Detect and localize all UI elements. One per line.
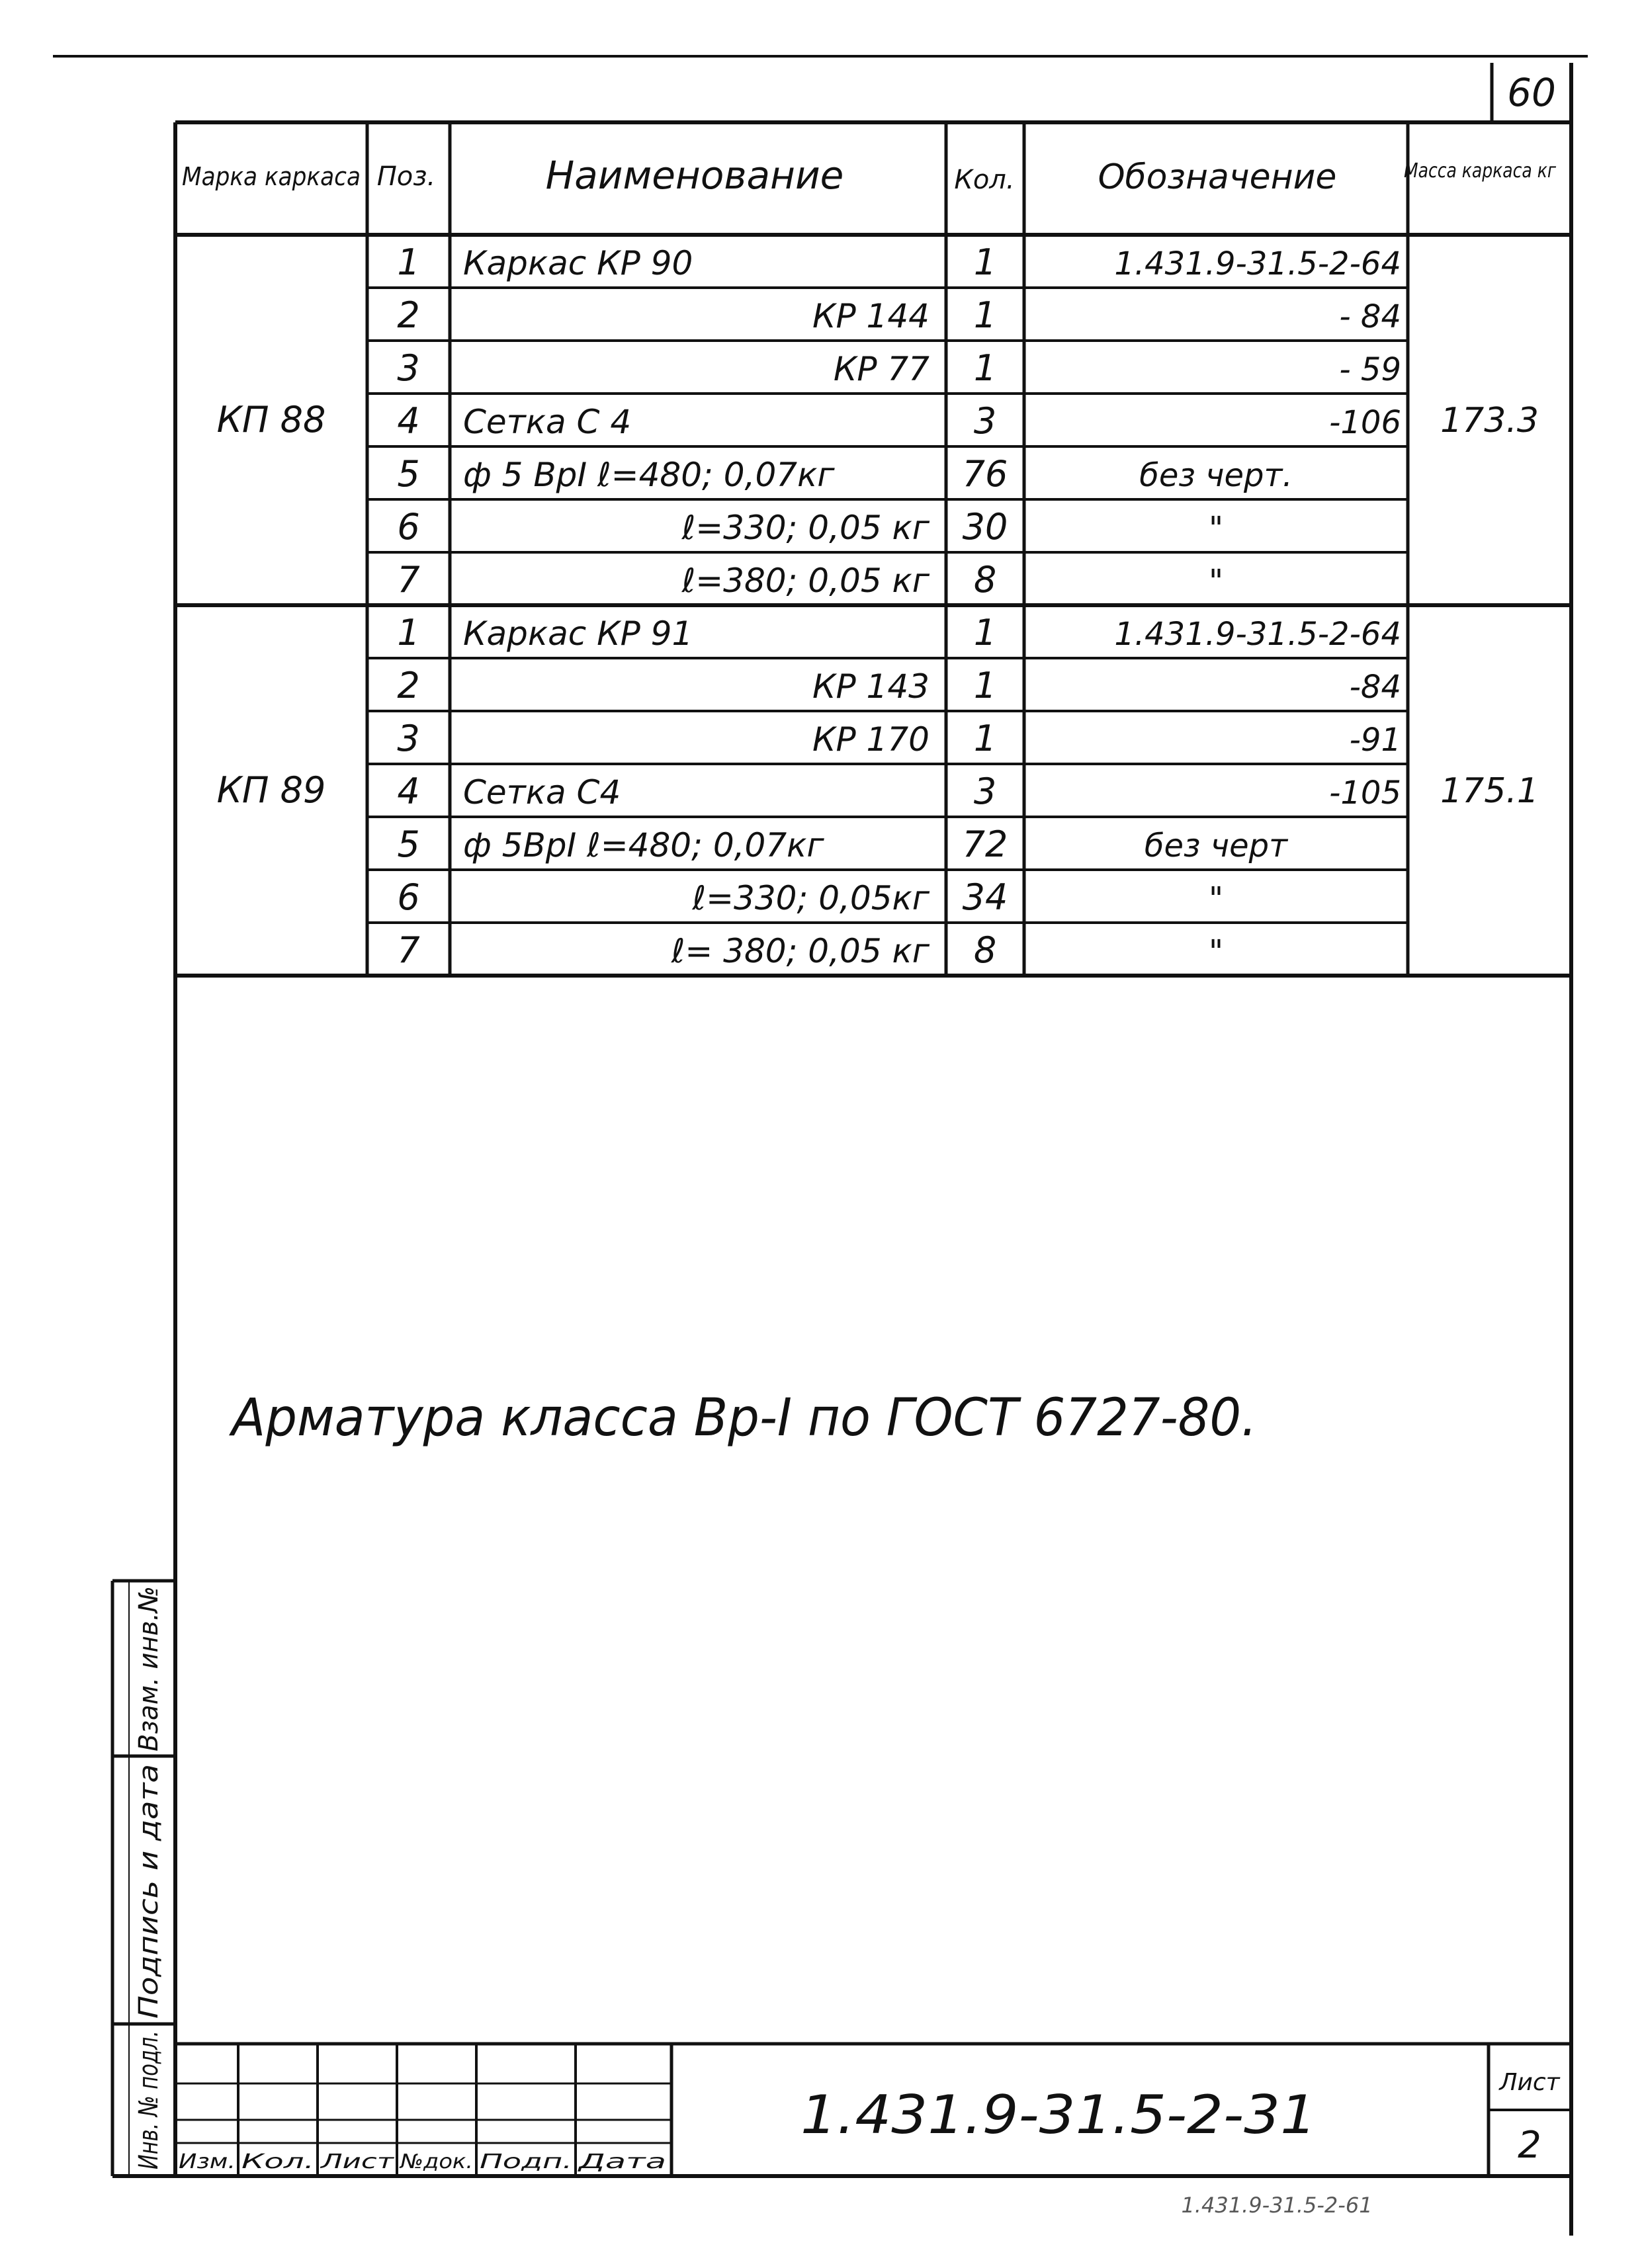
cell-name: КР 144 [812, 297, 930, 335]
sheet-number-top: 60 [1507, 70, 1556, 115]
cell-qty: 1 [973, 294, 997, 336]
document-code: 1.431.9-31.5-2-31 [800, 2084, 1317, 2146]
cell-name: ℓ= 380; 0,05 кг [671, 932, 930, 970]
cell-designation: 1.431.9-31.5-2-64 [1114, 616, 1401, 653]
cell-name: ф 5ВрI ℓ=480; 0,07кг [463, 826, 824, 864]
cell-designation: -105 [1329, 775, 1401, 812]
cell-designation: -84 [1349, 669, 1401, 706]
cell-pos: 4 [397, 771, 420, 812]
cell-designation: " [1208, 933, 1224, 970]
cell-name: ℓ=330; 0,05кг [692, 879, 930, 917]
cell-designation: -91 [1349, 722, 1401, 759]
cell-designation: 1.431.9-31.5-2-64 [1114, 245, 1401, 282]
cell-name: ℓ=330; 0,05 кг [681, 509, 930, 547]
cell-name: Каркас КР 90 [463, 244, 693, 282]
cell-pos: 3 [397, 718, 420, 759]
title-sheet-label: Лист [1499, 2069, 1560, 2096]
cell-qty: 8 [973, 929, 997, 971]
header-pos: Поз. [376, 161, 436, 192]
cell-name: Сетка С 4 [463, 403, 632, 441]
footer-stamp: 1.431.9-31.5-2-61 [1181, 2193, 1373, 2218]
cell-pos: 6 [397, 506, 420, 548]
cell-pos: 6 [397, 876, 420, 918]
cell-pos: 1 [397, 612, 420, 653]
cell-name: Каркас КР 91 [463, 614, 693, 653]
cell-qty: 30 [962, 506, 1008, 548]
cell-name: КР 77 [833, 350, 930, 388]
cell-designation: " [1208, 563, 1224, 600]
title-sheet-number: 2 [1518, 2124, 1541, 2167]
header-qty: Кол. [954, 165, 1015, 195]
cell-name: ℓ=380; 0,05 кг [681, 562, 930, 600]
cell-pos: 7 [397, 559, 420, 601]
cell-mark: КП 88 [216, 399, 326, 441]
cell-pos: 7 [397, 929, 420, 971]
cell-pos: 4 [397, 400, 420, 442]
header-designation: Обозначение [1098, 157, 1337, 197]
cell-designation: - 84 [1339, 298, 1401, 335]
cell-designation: " [1208, 880, 1224, 917]
title-label-sheet: Лист [320, 2150, 396, 2173]
cell-qty: 1 [973, 612, 997, 653]
cell-qty: 3 [973, 400, 997, 442]
cell-qty: 8 [973, 559, 997, 601]
cell-pos: 2 [397, 665, 420, 706]
cell-name: Сетка С4 [463, 773, 621, 812]
cell-qty: 1 [973, 241, 997, 283]
cell-name: КР 170 [812, 720, 930, 759]
cell-designation: -106 [1329, 404, 1401, 441]
cell-pos: 5 [397, 823, 420, 865]
cell-name: КР 143 [812, 667, 930, 706]
side-stamp [112, 1581, 175, 2176]
title-block [175, 2044, 1571, 2218]
cell-qty: 1 [973, 347, 997, 389]
header-name: Наименование [545, 153, 844, 198]
cell-designation: без черт [1144, 827, 1288, 864]
cell-mass: 173.3 [1440, 401, 1539, 441]
header-mass: Масса каркаса кг [1404, 159, 1557, 183]
cell-qty: 1 [973, 665, 997, 706]
cell-qty: 3 [973, 771, 997, 812]
title-label-signature: Подп. [480, 2150, 572, 2173]
title-label-date: Дата [576, 2150, 666, 2173]
cell-designation: без черт. [1139, 457, 1293, 494]
cell-mass: 175.1 [1440, 771, 1539, 811]
cell-pos: 2 [397, 294, 420, 336]
reinforcement-note: Арматура класса Вр-I по ГОСТ 6727-80. [228, 1388, 1257, 1448]
side-stamp-inv-label: Инв. № подл. [134, 1987, 164, 2169]
cell-qty: 72 [962, 823, 1008, 865]
cell-pos: 1 [397, 241, 420, 283]
cell-name: ф 5 ВрI ℓ=480; 0,07кг [463, 456, 835, 494]
title-label-qty: Кол. [241, 2150, 314, 2173]
cell-designation: " [1208, 510, 1224, 547]
header-mark: Марка каркаса [182, 162, 361, 191]
side-stamp-replacement-label: Взам. инв.№ [134, 1580, 164, 1751]
cell-qty: 76 [962, 453, 1008, 495]
cell-mark: КП 89 [216, 769, 326, 811]
title-label-change: Изм. [179, 2150, 236, 2173]
title-label-doc: №док. [398, 2150, 473, 2173]
side-stamp-signature-label: Подпись и дата [134, 1799, 164, 2019]
cell-pos: 3 [397, 347, 420, 389]
cell-qty: 34 [962, 876, 1008, 918]
cell-designation: - 59 [1339, 351, 1401, 388]
cell-pos: 5 [397, 453, 420, 495]
cell-qty: 1 [973, 718, 997, 759]
